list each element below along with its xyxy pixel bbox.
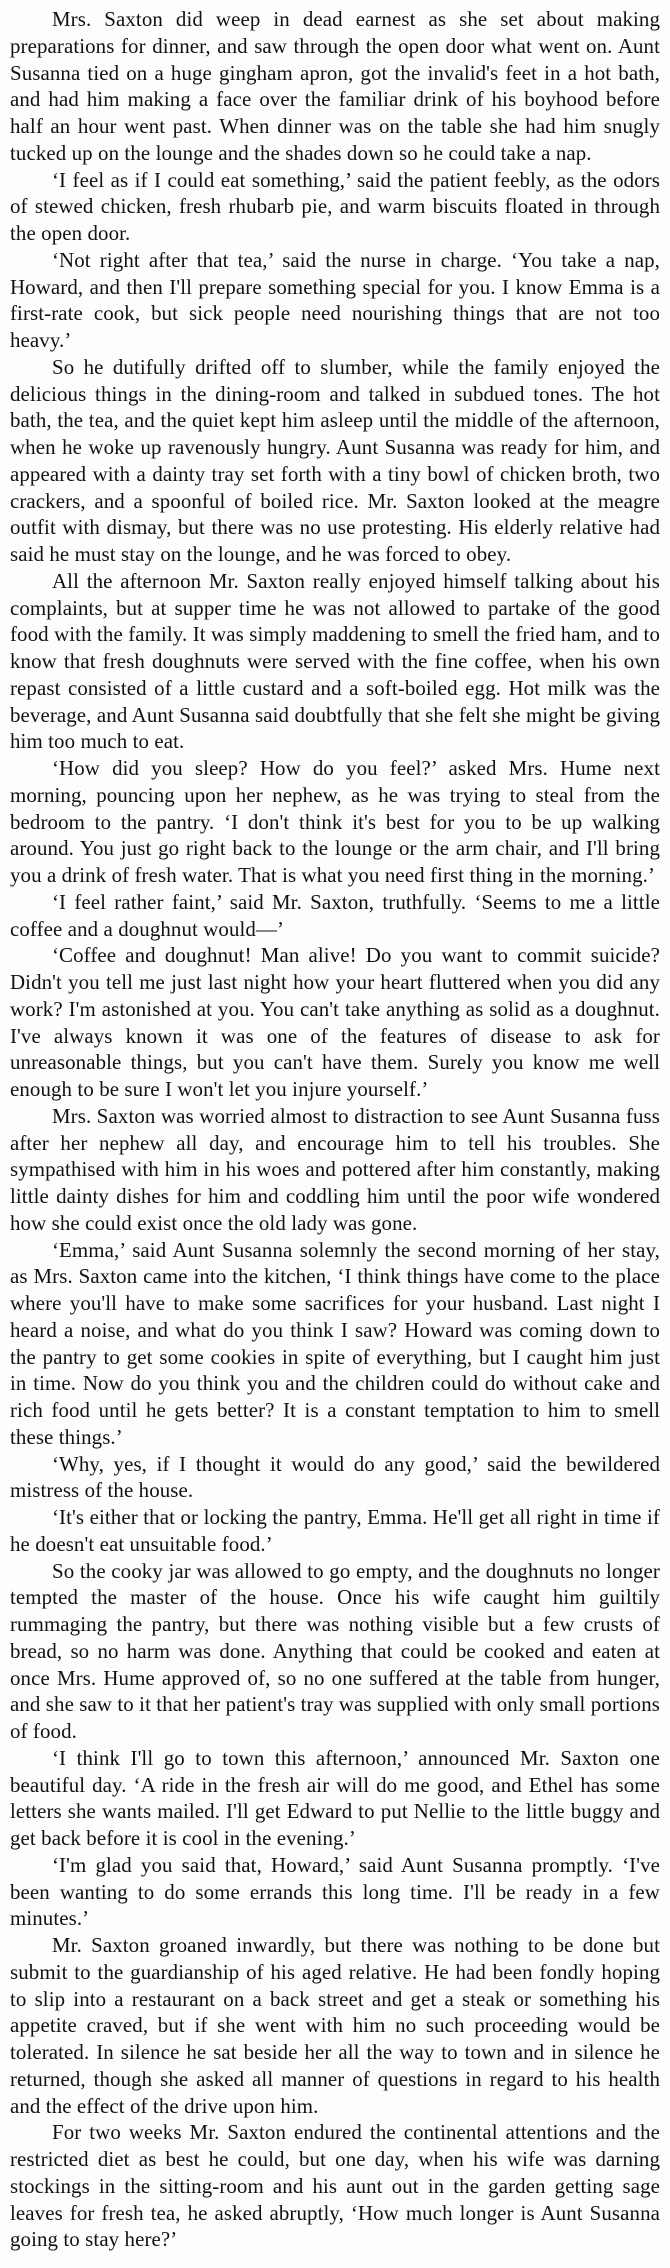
article-paragraph: ‘Coffee and doughnut! Man alive! Do you want to commit suicide? Didn't you tell me just last night how your heart fluttered when you did any work? I'm astonished at you. You can't take anything as solid as a doughnut. I've always known it was one of the features of disease to ask for unreasonable things, but you can't have them. Surely you know me well enough to be sure I won't let you injure yourself.’ (10, 943, 660, 1101)
article-paragraph: For two weeks Mr. Saxton endured the continental attentions and the restricted diet as best he could, but one day, when his wife was darning stockings in the sitting-room and his aunt out in the garden getting sage leaves for fresh tea, he asked abruptly, ‘How much longer is Aunt Susanna going to stay here?’ (10, 2120, 660, 2252)
article-paragraph: Mrs. Saxton did weep in dead earnest as she set about making preparations for dinner, and saw through the open door what went on. Aunt Susanna tied on a huge gingham apron, got the invalid's feet in a hot bath, and had him making a face over the familiar drink of his boyhood before half an hour went past. When dinner was on the table she had him snugly tucked up on the lounge and the shades down so he could take a nap. (10, 7, 660, 165)
article-paragraph: So he dutifully drifted off to slumber, while the family enjoyed the delicious things in the dining-room and talked in subdued tones. The hot bath, the tea, and the quiet kept him asleep until the middle of the afternoon, when he woke up ravenously hungry. Aunt Susanna was ready for him, and appeared with a dainty tray set forth with a tiny bowl of chicken broth, two crackers, and a spoonful of boiled rice. Mr. Saxton looked at the meagre outfit with dismay, but there was no use protesting. His elderly relative had said he must stay on the lounge, and he was forced to obey. (10, 354, 660, 566)
article-paragraph: ‘I think I'll go to town this afternoon,’ announced Mr. Saxton one beautiful day. ‘A ride in the fresh air will do me good, and Ethel has some letters she wants mailed. I'll get Edward to put Nellie to the little buggy and get back before it is cool in the evening.’ (10, 1745, 660, 1850)
article-paragraph: ‘Emma,’ said Aunt Susanna solemnly the second morning of her stay, as Mrs. Saxton came into the kitchen, ‘I think things have come to the place where you'll have to make some sacrifices for your husband. Last night I heard a noise, and what do you think I saw? Howard was coming down to the pantry to get some cookies in spite of everything, but I caught him just in time. Now do you think you and the children could do without cake and rich food until he gets better? It is a constant temptation to him to smell these things.’ (10, 1237, 660, 1449)
article-paragraph: ‘It's either that or locking the pantry, Emma. He'll get all right in time if he doesn't eat unsuitable food.’ (10, 1505, 660, 1556)
article-column (10, 6, 660, 2253)
article-paragraph: All the afternoon Mr. Saxton really enjoyed himself talking about his complaints, but at supper time he was not allowed to partake of the good food with the family. It was simply maddening to smell the fried ham, and to know that fresh doughnuts were served with the fine coffee, when his own repast consisted of a little custard and a soft-boiled egg. Hot milk was the beverage, and Aunt Susanna said doubtfully that she felt she might be giving him too much to eat. (10, 568, 660, 754)
article-paragraph: ‘Why, yes, if I thought it would do any good,’ said the bewildered mistress of the house. (10, 1451, 660, 1503)
article-paragraph: ‘I feel as if I could eat something,’ said the patient feebly, as the odors of stewed chicken, fresh rhubarb pie, and warm biscuits floated in through the open door. (10, 167, 660, 245)
article-paragraph: ‘Not right after that tea,’ said the nurse in charge. ‘You take a nap, Howard, and then I'll prepare something special for you. I know Emma is a first-rate cook, but sick people need nourishing things that are not too heavy.’ (10, 247, 660, 352)
article-paragraph: ‘How did you sleep? How do you feel?’ asked Mrs. Hume next morning, pouncing upon her nephew, as he was trying to steal from the bedroom to the pantry. ‘I don't think it's best for you to be up walking around. You just go right back to the lounge or the arm chair, and I'll bring you a drink of fresh water. That is what you need first thing in the morning.’ (10, 756, 660, 887)
article-paragraph: Mr. Saxton groaned inwardly, but there was nothing to be done but submit to the guardianship of his aged relative. He had been fondly hoping to slip into a restaurant on a back street and get a steak or something his appetite craved, but if she went with him no such proceeding would be tolerated. In silence he sat beside her all the way to town and in silence he returned, though she asked all manner of questions in regard to his health and the effect of the drive upon him. (10, 1933, 660, 2118)
article-paragraph: ‘I feel rather faint,’ said Mr. Saxton, truthfully. ‘Seems to me a little coffee and a doughnut would—’ (10, 889, 660, 941)
article-paragraph: Mrs. Saxton was worried almost to distraction to see Aunt Susanna fuss after her nephew all day, and encourage him to tell his troubles. She sympathised with him in his woes and pottered after him constantly, making little dainty dishes for him and coddling him until the poor wife wondered how she could exist once the old lady was gone. (10, 1103, 660, 1235)
article-paragraph: So the cooky jar was allowed to go empty, and the doughnuts no longer tempted the master of the house. Once his wife caught him guiltily rummaging the pantry, but there was nothing visible but a few crusts of bread, so no harm was done. Anything that could be cooked and eaten at once Mrs. Hume approved of, so no one suffered at the table from hunger, and she saw to it that her patient's tray was supplied with only small portions of food. (10, 1558, 660, 1743)
article-paragraph: ‘I'm glad you said that, Howard,’ said Aunt Susanna promptly. ‘I've been wanting to do some errands this long time. I'll be ready in a few minutes.’ (10, 1852, 660, 1931)
